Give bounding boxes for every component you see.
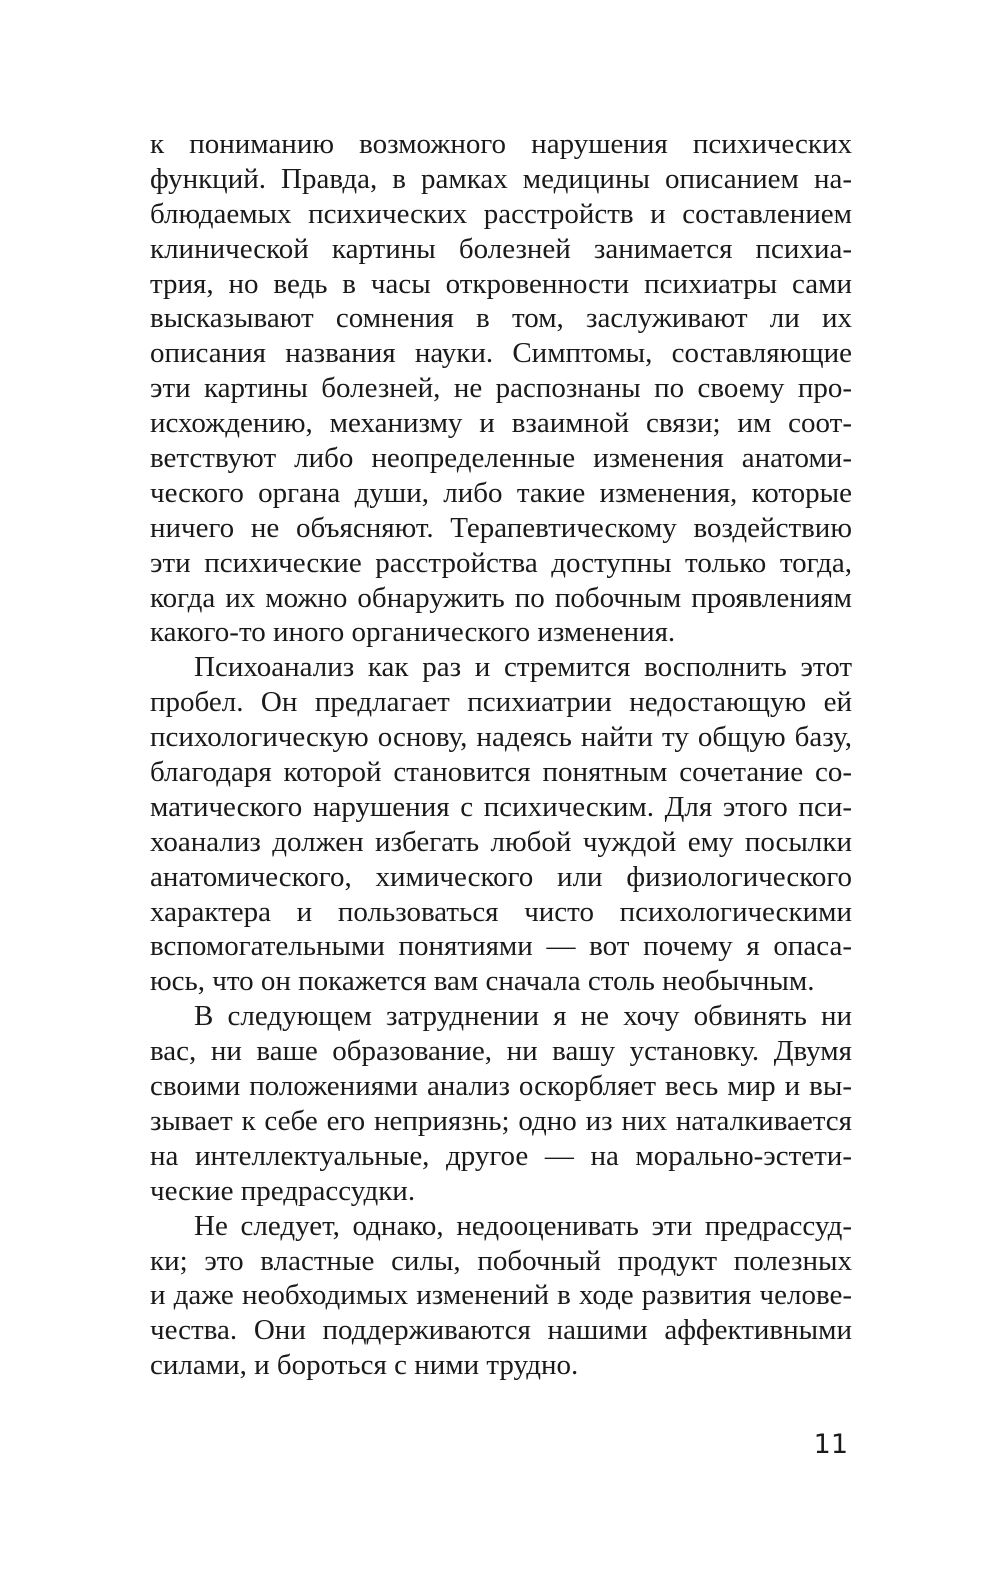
text-line: ческого органа души, либо такие изменения, которые	[150, 476, 852, 509]
text-line: функций. Правда, в рамках медицины описанием на-	[150, 162, 852, 195]
text-line: к пониманию возможного нарушения психических	[150, 128, 852, 160]
text-line: ничего не объясняют. Терапевтическому воздействию	[150, 511, 852, 544]
text-line: матического нарушения с психическим. Для этого пси-	[150, 790, 852, 823]
text-line: когда их можно обнаружить по побочным проявлениям	[150, 581, 852, 614]
text-line: анатомического, химического или физиологического	[150, 860, 852, 893]
body-text	[150, 127, 852, 1383]
text-line: эти картины болезней, не распознаны по своему про-	[150, 372, 852, 405]
text-line: трия, но ведь в часы откровенности психиатры сами	[150, 267, 852, 300]
text-line: Психоанализ как раз и стремится восполнить этот	[194, 651, 852, 684]
text-line: вспомогательными понятиями — вот почему я опаса-	[150, 930, 852, 963]
text-line: В следующем затруднении я не хочу обвинять ни	[194, 1000, 852, 1033]
text-line: и даже необходимых изменений в ходе развития челове-	[150, 1279, 852, 1312]
text-line: клинической картины болезней занимается психиа-	[150, 232, 852, 265]
text-line: пробел. Он предлагает психиатрии недостающую ей	[150, 686, 852, 719]
text-line: Не следует, однако, недооценивать эти предрассуд-	[194, 1209, 852, 1242]
text-line: благодаря которой становится понятным сочетание со-	[150, 756, 852, 789]
text-line: ки; это властные силы, побочный продукт полезных	[150, 1244, 852, 1277]
text-line: эти психические расстройства доступны только тогда,	[150, 546, 852, 579]
text-line: хоанализ должен избегать любой чуждой ему посылки	[150, 825, 852, 858]
text-line: чества. Они поддерживаются нашими аффективными	[150, 1314, 852, 1347]
paragraph	[150, 127, 852, 650]
page-number: 11	[813, 1429, 848, 1460]
paragraph	[150, 1209, 852, 1383]
text-line: своими положениями анализ оскорбляет весь мир и вы-	[150, 1070, 852, 1103]
text-line: ческие предрассудки.	[150, 1174, 416, 1207]
text-line: характера и пользоваться чисто психологическими	[150, 895, 852, 928]
text-line: исхождению, механизму и взаимной связи; им соот-	[150, 407, 852, 440]
text-line: высказывают сомнения в том, заслуживают ли их	[150, 302, 852, 335]
text-line: какого-то иного органического изменения.	[150, 616, 676, 649]
text-line: описания названия науки. Симптомы, составляющие	[150, 337, 852, 370]
text-line: вас, ни ваше образование, ни вашу установку. Двумя	[150, 1035, 852, 1068]
text-line: силами, и бороться с ними трудно.	[150, 1349, 579, 1382]
text-line: на интеллектуальные, другое — на морально-эстети-	[150, 1139, 852, 1172]
text-line: зывает к себе его неприязнь; одно из них наталкивается	[150, 1104, 852, 1137]
paragraph	[150, 650, 852, 999]
text-line: психологическую основу, надеясь найти ту общую базу,	[150, 721, 852, 754]
text-line: ветствуют либо неопределенные изменения анатоми-	[150, 442, 852, 475]
text-line: блюдаемых психических расстройств и составлением	[150, 197, 852, 230]
text-line: юсь, что он покажется вам сначала столь необычным.	[150, 965, 815, 998]
paragraph	[150, 999, 852, 1208]
